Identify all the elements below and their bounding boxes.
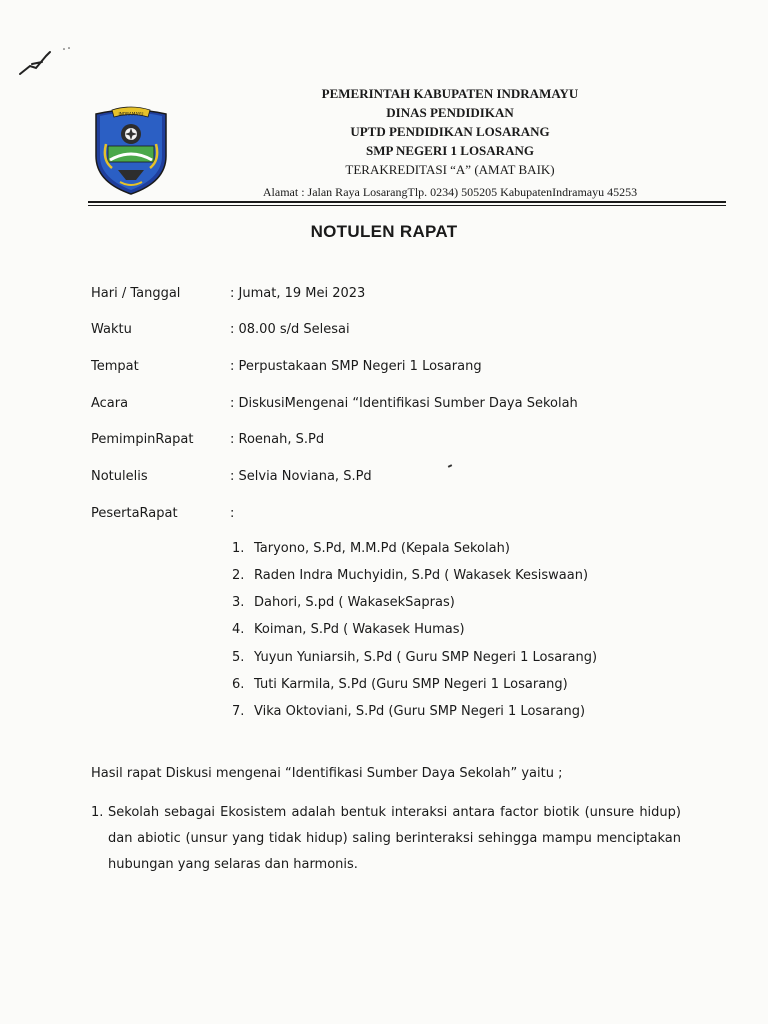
field-value-agenda: : DiskusiMengenai “Identifikasi Sumber Daya Sekolah bbox=[230, 396, 578, 411]
result-number: 1. bbox=[91, 805, 104, 820]
field-label-chair: PemimpinRapat bbox=[91, 432, 194, 447]
field-value-time: : 08.00 s/d Selesai bbox=[230, 322, 350, 337]
participant-item bbox=[232, 568, 588, 583]
participant-item bbox=[232, 622, 465, 637]
field-value-date: : Jumat, 19 Mei 2023 bbox=[230, 286, 366, 301]
pen-mark-icon bbox=[16, 44, 76, 78]
letterhead-divider-thin bbox=[88, 205, 726, 206]
letterhead bbox=[240, 84, 660, 179]
ink-speck bbox=[448, 464, 452, 468]
participant-name: Tuti Karmila, S.Pd (Guru SMP Negeri 1 Losarang) bbox=[254, 677, 568, 692]
participant-number: 3. bbox=[232, 595, 245, 610]
participant-name: Vika Oktoviani, S.Pd (Guru SMP Negeri 1 Losarang) bbox=[254, 704, 586, 719]
participant-number: 2. bbox=[232, 568, 245, 583]
participant-name: Dahori, S.pd ( WakasekSapras) bbox=[254, 595, 455, 610]
letterhead-line-accreditation: TERAKREDITASI “A” (AMAT BAIK) bbox=[345, 162, 555, 177]
document-title: NOTULEN RAPAT bbox=[310, 222, 458, 241]
field-label-minute-taker: Notulelis bbox=[91, 469, 148, 484]
participant-item bbox=[232, 677, 568, 692]
field-label-date: Hari / Tanggal bbox=[91, 286, 181, 301]
letterhead-line-unit: UPTD PENDIDIKAN LOSARANG bbox=[350, 124, 550, 139]
field-label-time: Waktu bbox=[91, 322, 132, 337]
participant-number: 7. bbox=[232, 704, 245, 719]
field-label-agenda: Acara bbox=[91, 396, 129, 411]
results-intro: Hasil rapat Diskusi mengenai “Identifikasi Sumber Daya Sekolah” yaitu ; bbox=[91, 766, 563, 781]
result-item bbox=[91, 800, 681, 878]
field-label-place: Tempat bbox=[91, 359, 139, 374]
field-label-participants: PesertaRapat bbox=[91, 506, 178, 521]
participant-name: Yuyun Yuniarsih, S.Pd ( Guru SMP Negeri 1 Losarang) bbox=[254, 650, 598, 665]
letterhead-line-government: PEMERINTAH KABUPATEN INDRAMAYU bbox=[321, 86, 579, 101]
participant-item bbox=[232, 704, 585, 719]
participant-item bbox=[232, 650, 597, 665]
field-value-minute-taker: : Selvia Noviana, S.Pd bbox=[230, 469, 372, 484]
participant-number: 5. bbox=[232, 650, 245, 665]
participant-number: 4. bbox=[232, 622, 245, 637]
letterhead-divider bbox=[88, 201, 726, 203]
participant-number: 6. bbox=[232, 677, 245, 692]
participant-name: Raden Indra Muchyidin, S.Pd ( Wakasek Kesiswaan) bbox=[254, 568, 589, 583]
letterhead-address: Alamat : Jalan Raya LosarangTlp. 0234) 505205 KabupatenIndramayu 45253 bbox=[262, 185, 638, 199]
participant-name: Taryono, S.Pd, M.M.Pd (Kepala Sekolah) bbox=[254, 541, 510, 556]
result-text: Sekolah sebagai Ekosistem adalah bentuk interaksi antara factor biotik (unsure hidup) dan abiotic (unsur yang tidak hidup) saling berinteraksi sehingga mampu menciptakan hubungan yang selaras dan harmonis. bbox=[108, 805, 681, 872]
field-value-chair: : Roenah, S.Pd bbox=[230, 432, 325, 447]
field-value-participants: : bbox=[230, 506, 235, 521]
participant-name: Koiman, S.Pd ( Wakasek Humas) bbox=[254, 622, 465, 637]
letterhead-line-school: SMP NEGERI 1 LOSARANG bbox=[366, 143, 534, 158]
letterhead-line-department: DINAS PENDIDIKAN bbox=[386, 105, 514, 120]
participant-item bbox=[232, 595, 455, 610]
participant-item bbox=[232, 541, 510, 556]
indramayu-regency-emblem-icon bbox=[90, 104, 172, 196]
participant-number: 1. bbox=[232, 541, 245, 556]
logo-banner-text: INDRAMAYU bbox=[118, 111, 144, 117]
field-value-place: : Perpustakaan SMP Negeri 1 Losarang bbox=[230, 359, 482, 374]
